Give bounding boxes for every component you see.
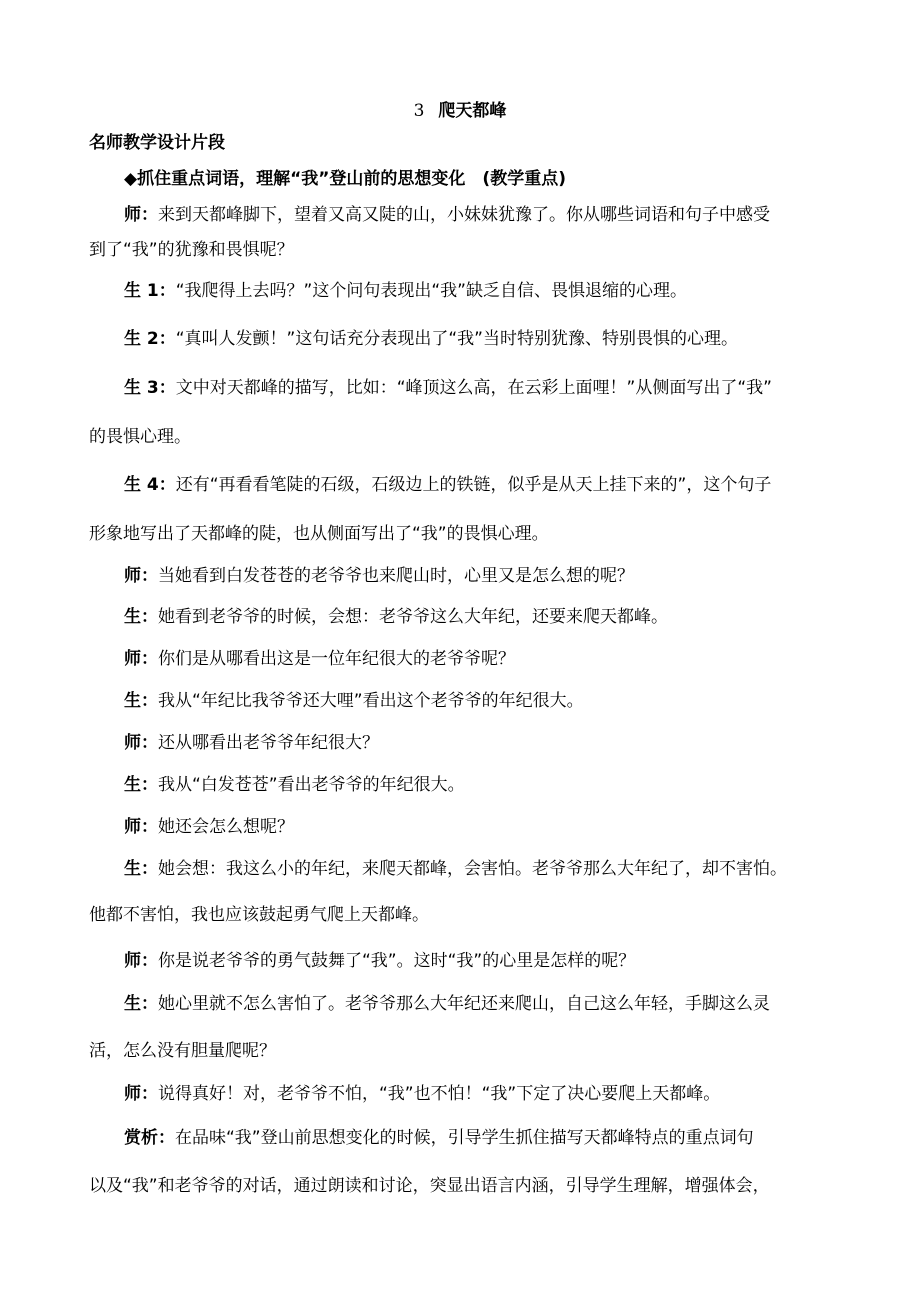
dialogue-line [124, 857, 787, 881]
speaker-label: 生 3： [124, 378, 176, 398]
dialogue-line [124, 279, 687, 303]
dialogue-line [124, 473, 771, 497]
speaker-label: 生 2： [124, 329, 176, 349]
dialogue-line [124, 376, 772, 400]
speaker-label: 生： [124, 607, 158, 627]
speech-text: 她心里就不怎么害怕了。老爷爷那么大年纪还来爬山，自己这么年轻，手脚这么灵 [158, 994, 770, 1014]
speaker-label: 赏析： [124, 1128, 175, 1148]
dialogue-line-continued: 活，怎么没有胆量爬呢？ [89, 1041, 276, 1061]
speech-text: 你是说老爷爷的勇气鼓舞了“我”。这时“我”的心里是怎样的呢？ [158, 951, 636, 971]
speaker-label: 生： [124, 775, 158, 795]
speaker-label: 生： [124, 994, 158, 1014]
dialogue-line-continued: 以及“我”和老爷爷的对话，通过朗读和讨论，突显出语言内涵，引导学生理解，增强体会， [89, 1176, 770, 1196]
speech-text: 她会想：我这么小的年纪，来爬天都峰，会害怕。老爷爷那么大年纪了，却不害怕。 [158, 859, 787, 879]
speaker-label: 师： [124, 649, 158, 669]
speech-text: 当她看到白发苍苍的老爷爷也来爬山时，心里又是怎么想的呢？ [158, 566, 634, 586]
speaker-label: 师： [124, 817, 158, 837]
speech-text: 来到天都峰脚下，望着又高又陡的山，小妹妹犹豫了。你从哪些词语和句子中感受 [158, 205, 770, 225]
dialogue-line [124, 605, 668, 629]
speaker-label: 师： [124, 733, 158, 753]
dialogue-line-continued: 到了“我”的犹豫和畏惧呢？ [89, 240, 294, 260]
speaker-label: 生： [124, 691, 158, 711]
dialogue-line [124, 689, 584, 713]
speaker-label: 生： [124, 859, 158, 879]
dialogue-line-continued: 他都不害怕，我也应该鼓起勇气爬上天都峰。 [89, 905, 429, 925]
dialogue-line [124, 949, 635, 973]
speech-text: 她还会怎么想呢？ [158, 817, 294, 837]
speech-text: 说得真好！对，老爷爷不怕，“我”也不怕！“我”下定了决心要爬上天都峰。 [158, 1084, 721, 1104]
lesson-title: 爬天都峰 [438, 101, 507, 121]
dialogue-line [124, 647, 515, 671]
speech-text: 文中对天都峰的描写，比如：“峰顶这么高，在云彩上面哩！”从侧面写出了“我” [175, 378, 772, 398]
speaker-label: 师： [124, 205, 158, 225]
dialogue-line [124, 564, 634, 588]
speaker-label: 师： [124, 951, 158, 971]
dialogue-line [124, 1126, 754, 1150]
dialogue-line-continued: 形象地写出了天都峰的陡，也从侧面写出了“我”的畏惧心理。 [89, 524, 549, 544]
speech-text: 在品味“我”登山前思想变化的时候，引导学生抓住描写天都峰特点的重点词句 [175, 1128, 754, 1148]
subheading: ◆抓住重点词语，理解“我”登山前的思想变化 (教学重点) [124, 169, 566, 189]
speech-text: 你们是从哪看出这是一位年纪很大的老爷爷呢？ [158, 649, 515, 669]
dialogue-line-continued: 的畏惧心理。 [89, 427, 191, 447]
speaker-label: 师： [124, 566, 158, 586]
lesson-number: 3 [413, 101, 425, 121]
dialogue-line [124, 731, 379, 755]
speech-text: 她看到老爷爷的时候，会想：老爷爷这么大年纪，还要来爬天都峰。 [158, 607, 668, 627]
speaker-label: 生 1： [124, 281, 176, 301]
speech-text: “我爬得上去吗？”这个问句表现出“我”缺乏自信、畏惧退缩的心理。 [175, 281, 687, 301]
speech-text: “真叫人发颤！”这句话充分表现出了“我”当时特别犹豫、特别畏惧的心理。 [175, 329, 738, 349]
dialogue-line [124, 992, 770, 1016]
speech-text: 还从哪看出老爷爷年纪很大？ [158, 733, 379, 753]
dialogue-line [124, 203, 770, 227]
speech-text: 还有“再看看笔陡的石级，石级边上的铁链，似乎是从天上挂下来的”，这个句子 [175, 475, 772, 495]
speaker-label: 师： [124, 1084, 158, 1104]
speech-text: 我从“年纪比我爷爷还大哩”看出这个老爷爷的年纪很大。 [158, 691, 584, 711]
section-heading: 名师教学设计片段 [89, 133, 225, 153]
speech-text: 我从“白发苍苍”看出老爷爷的年纪很大。 [158, 775, 465, 795]
dialogue-line [124, 773, 465, 797]
dialogue-line [124, 1082, 720, 1106]
document-title [0, 96, 920, 121]
speaker-label: 生 4： [124, 475, 176, 495]
dialogue-line [124, 815, 294, 839]
dialogue-line [124, 327, 738, 351]
